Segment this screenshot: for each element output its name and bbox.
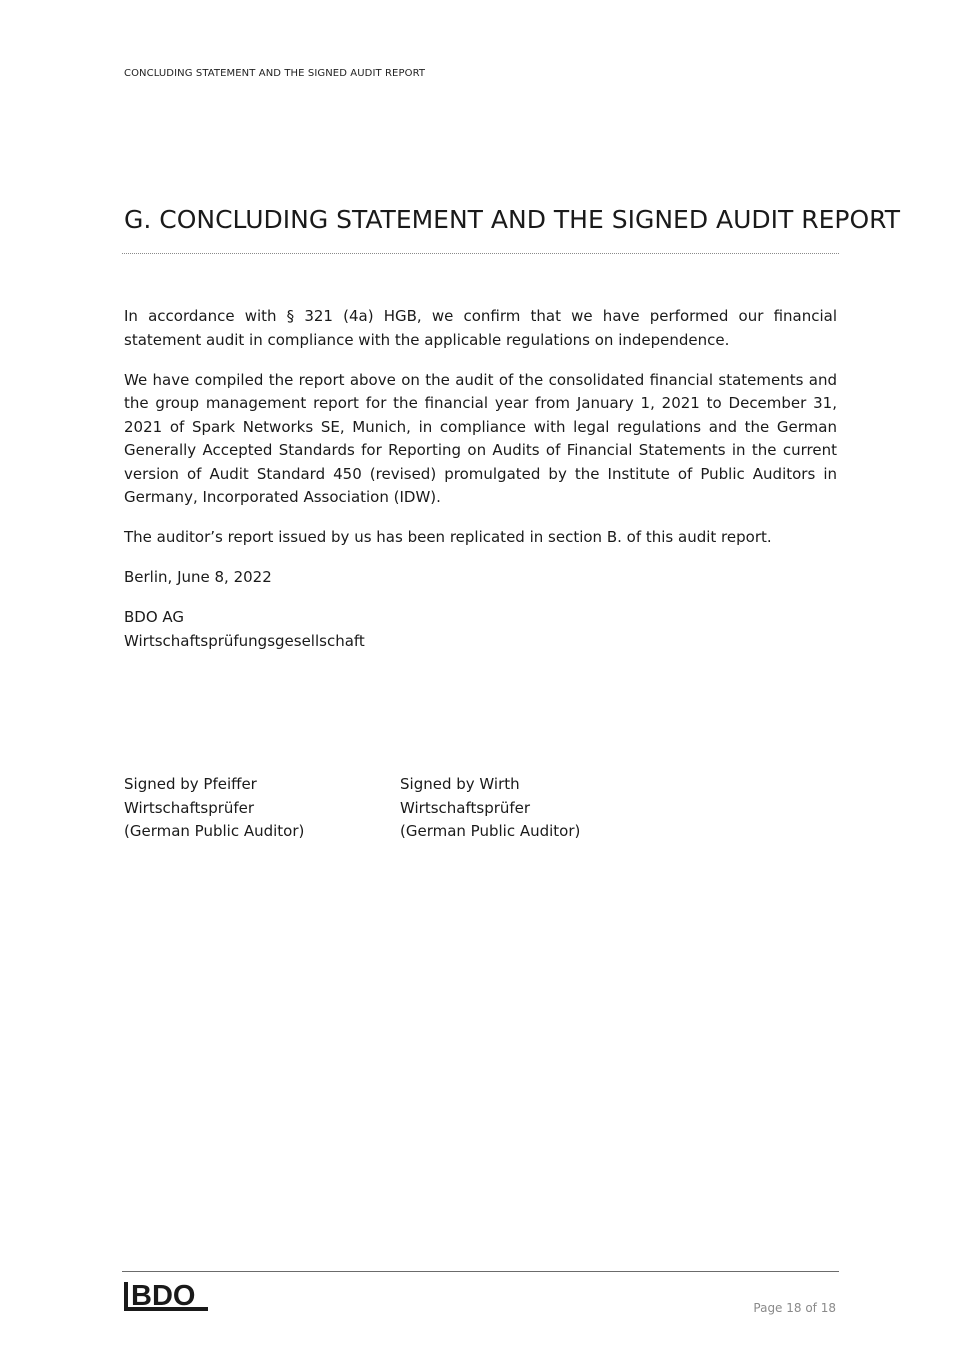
signatory-name: Signed by Pfeiffer — [124, 775, 257, 793]
place-date: Berlin, June 8, 2022 — [124, 568, 272, 586]
signature-right — [400, 773, 660, 844]
independence-paragraph: In accordance with § 321 (4a) HGB, we confirm that we have performed our financial statement audit in compliance with the applicable regulations on independence. — [124, 307, 837, 349]
compilation-paragraph: We have compiled the report above on the audit of the consolidated financial statements and the group management report for the financial year from January 1, 2021 to December 31, 2021 of Spark Networks SE, Munich, in compliance with legal regulations and the German Generally Accepted Standards for Reporting on Audits of Financial Statements in the current version of Audit Standard 450 (revised) promulgated by the Institute of Public Auditors in Germany, Incorporated Association (IDW). — [124, 370, 837, 506]
page-number: Page 18 of 18 — [753, 1301, 836, 1315]
signatory-name: Signed by Wirth — [400, 775, 520, 793]
logo-text: BDO — [131, 1280, 196, 1312]
signatory-title: Wirtschaftsprüfer — [400, 798, 531, 817]
running-header: CONCLUDING STATEMENT AND THE SIGNED AUDIT REPORT — [124, 68, 426, 79]
body-text — [124, 305, 837, 670]
bdo-logo — [122, 1279, 212, 1315]
signatory-title: Wirtschaftsprüfer — [124, 798, 255, 817]
signature-left — [124, 773, 384, 844]
footer-divider — [122, 1271, 839, 1272]
firm-block — [124, 606, 837, 653]
signatory-title-en: (German Public Auditor) — [124, 822, 305, 840]
firm-name: BDO AG — [124, 608, 185, 626]
signatory-title-en: (German Public Auditor) — [400, 822, 581, 840]
section-title: G. CONCLUDING STATEMENT AND THE SIGNED AUDIT REPORT — [124, 205, 901, 234]
title-divider — [122, 253, 839, 254]
auditor-report-paragraph: The auditor’s report issued by us has been replicated in section B. of this audit report. — [124, 528, 772, 546]
firm-type: Wirtschaftsprüfungsgesellschaft — [124, 631, 365, 650]
